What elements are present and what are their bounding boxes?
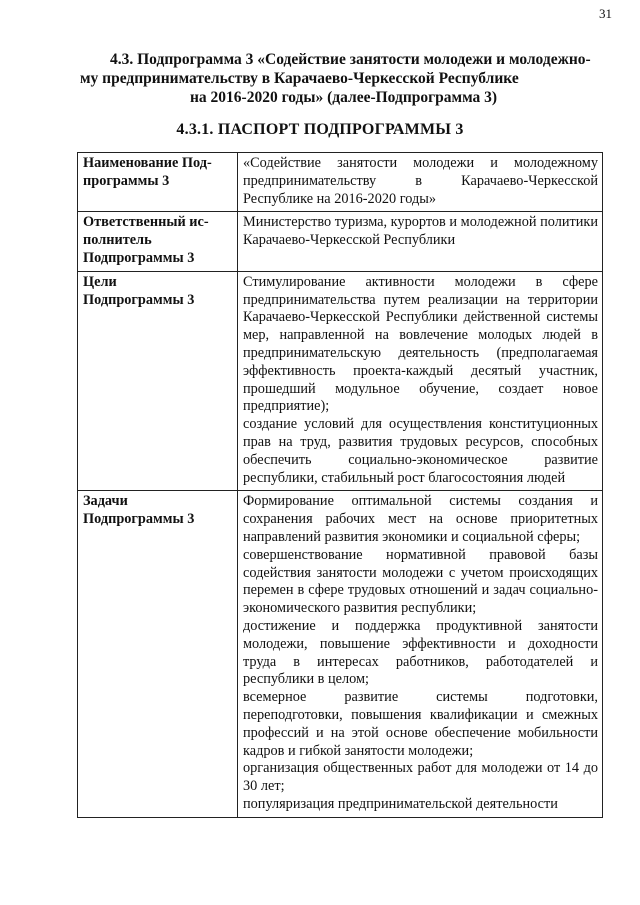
value-paragraph: создание условий для осуществления конституционных прав на труд, развития трудовых ресурсов, способных обеспечить социально-экономическое развитие республики, стабильный рост благосостояния людей	[243, 416, 598, 486]
label-line: полнитель	[83, 232, 152, 249]
row-value	[238, 153, 603, 212]
table-row-tasks	[78, 491, 603, 817]
value-paragraph: популяризация предпринимательской деятельности	[243, 795, 558, 812]
value-paragraph: достижение и поддержка продуктивной занятости молодежи, повышение эффективности и доходности труда в интересах работников, работодателей и республики в целом;	[243, 617, 598, 688]
label-line: Наименование Под-	[83, 155, 212, 171]
passport-table	[77, 152, 603, 818]
row-label	[78, 153, 238, 212]
heading-line-3: на 2016-2020 годы» (далее-Подпрограмма 3)	[190, 89, 498, 106]
section-heading	[80, 50, 610, 107]
table-row-name	[78, 153, 603, 212]
label-line: Подпрограммы 3	[83, 511, 195, 528]
value-paragraph: всемерное развитие системы подготовки, переподготовки, повышения квалификации и смежных профессий и на этой основе обеспечение мобильности кадров и гибкой занятости молодежи;	[243, 689, 598, 759]
value-paragraph: Формирование оптимальной системы создания и сохранения рабочих мест на основе приоритетных направлений развития экономики и социальной сферы;	[243, 493, 598, 545]
label-line: Подпрограммы 3	[83, 249, 195, 266]
row-value	[238, 491, 603, 817]
row-label	[78, 212, 238, 271]
row-label	[78, 491, 238, 817]
value-paragraph: совершенствование нормативной правовой базы содействия занятости молодежи с учетом происходящих перемен в сфере трудовых отношений и задач социально-экономического развития республики;	[243, 546, 598, 617]
value-paragraph: организация общественных работ для молодежи от 14 до 30 лет;	[243, 760, 598, 795]
value-paragraph: Министерство туризма, курортов и молодежной политики Карачаево-Черкесской Республики	[243, 214, 598, 249]
table-row-executor	[78, 212, 603, 271]
label-line: программы 3	[83, 172, 170, 189]
table-row-goals	[78, 271, 603, 491]
heading-line-2: му предпринимательству в Карачаево-Черкесской Республике	[80, 70, 519, 87]
label-line: Цели	[83, 273, 117, 290]
passport-title: 4.3.1. ПАСПОРТ ПОДПРОГРАММЫ 3	[176, 121, 464, 138]
value-paragraph: «Содействие занятости молодежи и молодежному предпринимательству в Карачаево-Черкесской Республике на 2016-2020 годы»	[243, 155, 598, 207]
row-value	[238, 271, 603, 491]
label-line: Ответственный ис-	[83, 214, 209, 231]
heading-line-1: 4.3. Подпрограмма 3 «Содействие занятости молодежи и молодежно-	[110, 51, 591, 68]
label-line: Подпрограммы 3	[83, 291, 195, 308]
row-label	[78, 271, 238, 491]
row-value	[238, 212, 603, 271]
value-paragraph: Стимулирование активности молодежи в сфере предпринимательства путем реализации на территории Карачаево-Черкесской Республики действенной системы мер, направленной на вовлечение молодых людей в предпринимательскую деятельность (предполагаемая эффективность проекта-каждый десятый участник, прошедший модульное обучение, создает новое предприятие);	[243, 273, 598, 415]
page-number: 31	[599, 6, 612, 21]
label-line: Задачи	[83, 493, 128, 510]
